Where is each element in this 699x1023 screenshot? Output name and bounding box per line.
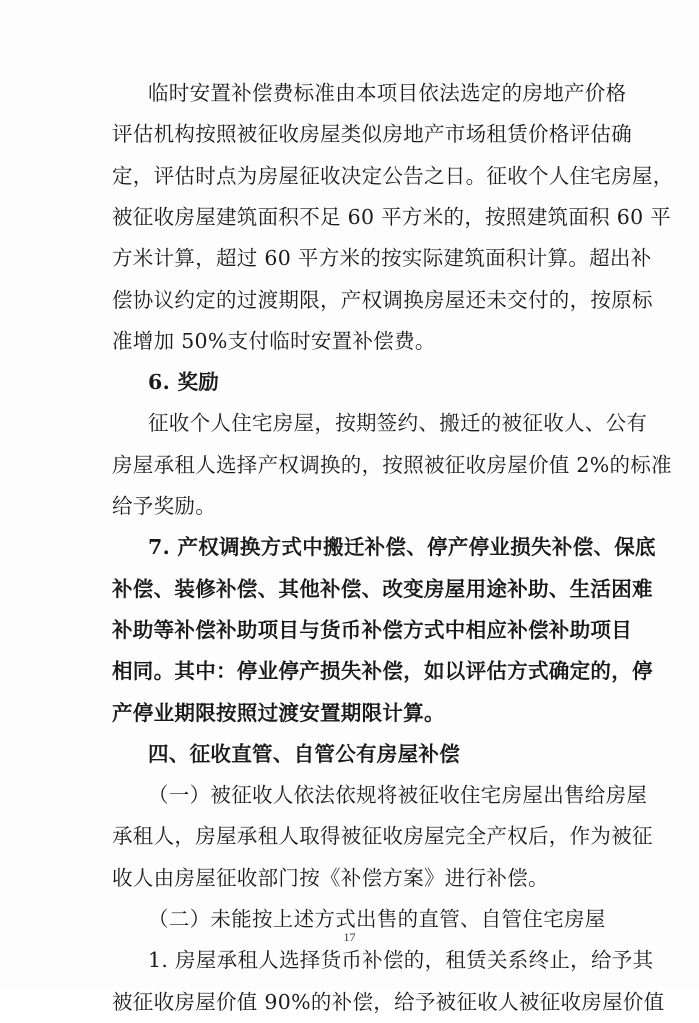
paragraph-line: 定，评估时点为房屋征收决定公告之日。征收个人住宅房屋， bbox=[112, 164, 674, 188]
paragraph-line: 评估机构按照被征收房屋类似房地产市场租赁价格评估确 bbox=[112, 122, 632, 146]
page-number: 17 bbox=[343, 930, 356, 944]
paragraph-line: 1. 房屋承租人选择货币补偿的，租赁关系终止，给予其 bbox=[148, 948, 654, 972]
bold-paragraph-line: 相同。其中：停业停产损失补偿，如以评估方式确定的，停 bbox=[112, 659, 653, 683]
paragraph-line: 承租人，房屋承租人取得被征收房屋完全产权后，作为被征 bbox=[112, 824, 653, 848]
paragraph-line: 临时安置补偿费标准由本项目依法选定的房地产价格 bbox=[148, 81, 627, 105]
paragraph-line: 被征收房屋建筑面积不足 60 平方米的，按照建筑面积 60 平 bbox=[112, 205, 672, 229]
paragraph-line: （二）未能按上述方式出售的直管、自管住宅房屋 bbox=[148, 907, 606, 931]
paragraph-line: 被征收房屋价值 90%的补偿，给予被征收人被征收房屋价值 bbox=[112, 990, 665, 1014]
section-heading: 四、征收直管、自管公有房屋补偿 bbox=[148, 742, 460, 766]
section-heading: 6. 奖励 bbox=[148, 370, 220, 394]
bold-paragraph-line: 7. 产权调换方式中搬迁补偿、停产停业损失补偿、保底 bbox=[148, 535, 656, 559]
paragraph-line: 收人由房屋征收部门按《补偿方案》进行补偿。 bbox=[112, 866, 549, 890]
paragraph-line: 给予奖励。 bbox=[112, 494, 216, 518]
paragraph-line: 房屋承租人选择产权调换的，按照被征收房屋价值 2%的标准 bbox=[112, 453, 672, 477]
bold-paragraph-line: 补偿、装修补偿、其他补偿、改变房屋用途补助、生活困难 bbox=[112, 577, 653, 601]
bold-paragraph-line: 产停业期限按照过渡安置期限计算。 bbox=[112, 701, 445, 725]
paragraph-line: 偿协议约定的过渡期限，产权调换房屋还未交付的，按原标 bbox=[112, 288, 653, 312]
paragraph-line: （一）被征收人依法依规将被征收住宅房屋出售给房屋 bbox=[148, 783, 648, 807]
paragraph-line: 征收个人住宅房屋，按期签约、搬迁的被征收人、公有 bbox=[148, 411, 648, 435]
bold-paragraph-line: 补助等补偿补助项目与货币补偿方式中相应补偿补助项目 bbox=[112, 618, 632, 642]
paragraph-line: 方米计算，超过 60 平方米的按实际建筑面积计算。超出补 bbox=[112, 246, 652, 270]
paragraph-line: 准增加 50%支付临时安置补偿费。 bbox=[112, 329, 436, 353]
